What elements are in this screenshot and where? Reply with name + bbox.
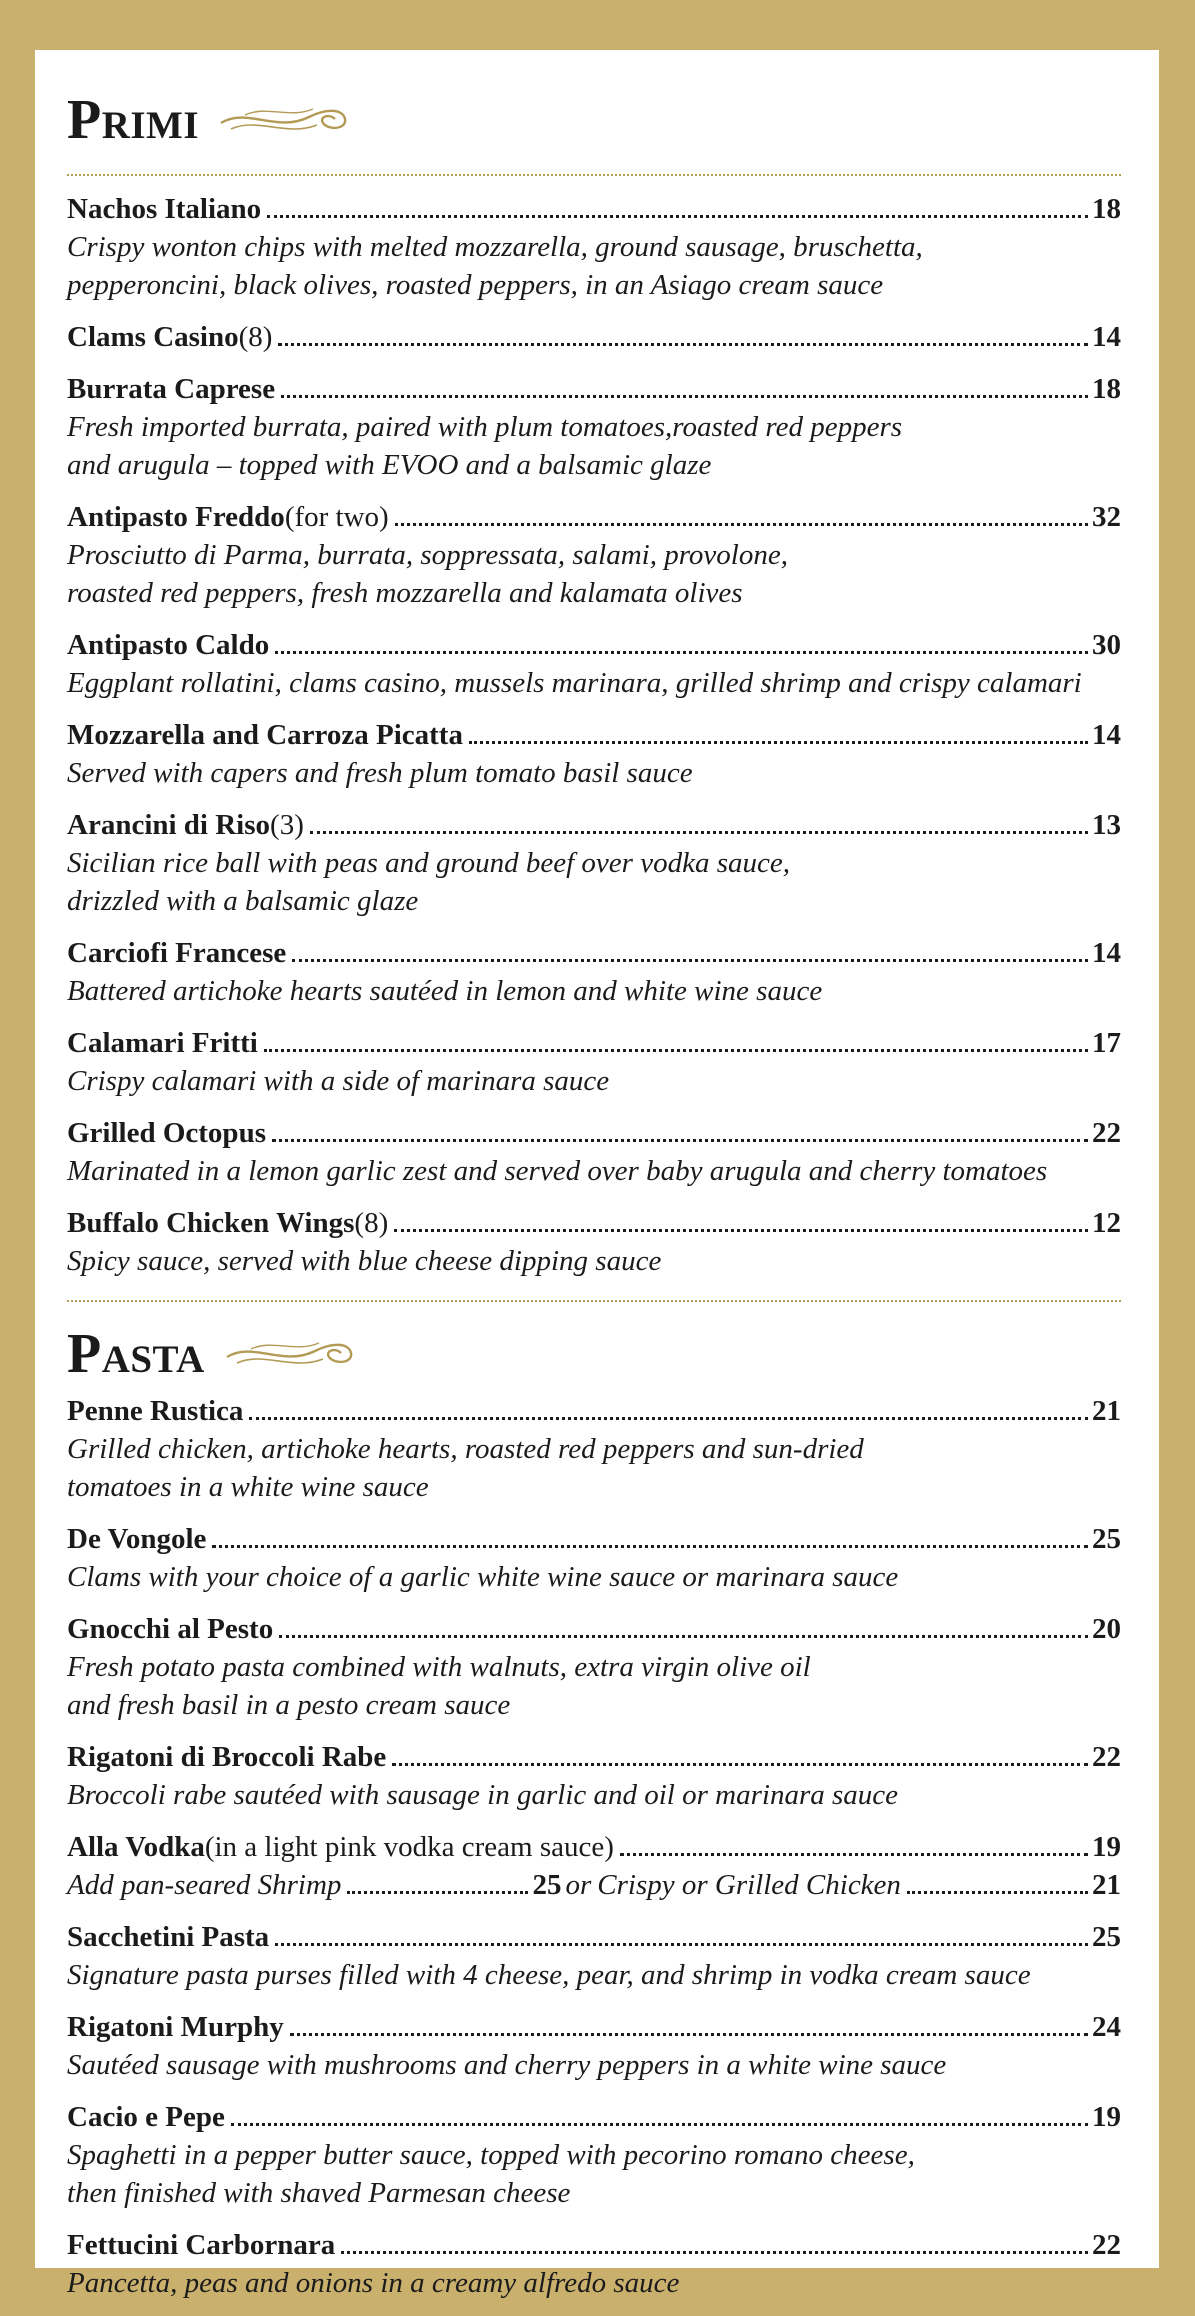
dot-leader	[469, 741, 1088, 744]
menu-item-line	[67, 1918, 1121, 1956]
flourish-icon	[217, 93, 357, 143]
menu-item-description: Spaghetti in a pepper butter sauce, topped with pecorino romano cheese, then finished with shaved Parmesan cheese	[67, 2139, 915, 2209]
menu-item-price: 13	[1092, 809, 1121, 841]
menu-item-name: Burrata Caprese	[67, 373, 276, 405]
menu-item-line	[67, 1392, 1121, 1430]
primi-list	[67, 190, 1121, 1280]
dot-leader	[292, 959, 1088, 962]
menu-item	[67, 1204, 1121, 1280]
menu-item-name: Gnocchi al Pesto	[67, 1613, 274, 1645]
menu-item-description: Prosciutto di Parma, burrata, soppressata, salami, provolone, roasted red peppers, fresh mozzarella and kalamata olives	[67, 539, 788, 609]
dot-leader	[392, 1763, 1088, 1766]
menu-item-description: Pancetta, peas and onions in a creamy alfredo sauce	[67, 2267, 680, 2299]
menu-item-description: Clams with your choice of a garlic white wine sauce or marinara sauce	[67, 1561, 899, 1593]
dot-leader	[272, 1139, 1088, 1142]
menu-item-price: 20	[1092, 1613, 1121, 1645]
menu-item	[67, 806, 1121, 920]
menu-item-line	[67, 1610, 1121, 1648]
dot-leader	[907, 1891, 1088, 1894]
menu-item-name: Rigatoni Murphy	[67, 2011, 284, 2043]
pasta-header	[67, 1316, 1121, 1392]
dot-leader	[279, 1635, 1088, 1638]
menu-item	[67, 370, 1121, 484]
menu-item	[67, 1738, 1121, 1814]
menu-item-name: Mozzarella and Carroza Picatta	[67, 719, 463, 751]
menu-item-description: Broccoli rabe sautéed with sausage in garlic and oil or marinara sauce	[67, 1779, 899, 1811]
menu-item-price: 18	[1092, 193, 1121, 225]
dot-leader	[394, 1229, 1088, 1232]
menu-item-description: Sicilian rice ball with peas and ground beef over vodka sauce, drizzled with a balsamic glaze	[67, 847, 790, 917]
section-divider	[67, 174, 1121, 176]
dot-leader	[264, 1049, 1088, 1052]
dot-leader	[212, 1545, 1088, 1548]
dot-leader	[310, 831, 1088, 834]
menu-item-name: Buffalo Chicken Wings	[67, 1207, 355, 1239]
chicken-addon-price: 21	[1092, 1869, 1121, 1901]
menu-item-price: 14	[1092, 937, 1121, 969]
vodka-addons-line	[67, 1866, 1121, 1904]
menu-item-line	[67, 1520, 1121, 1558]
menu-item	[67, 2098, 1121, 2212]
menu-item-price: 19	[1092, 1831, 1121, 1863]
menu-item-price: 21	[1092, 1395, 1121, 1427]
menu-item-description: Signature pasta purses filled with 4 cheese, pear, and shrimp in vodka cream sauce	[67, 1959, 1031, 1991]
menu-item-line	[67, 318, 1121, 356]
menu-item-price: 18	[1092, 373, 1121, 405]
dot-leader	[620, 1853, 1088, 1856]
menu-item-name: Clams Casino	[67, 321, 239, 353]
section-title-primi: Primi	[67, 89, 200, 151]
menu-item-note: (8)	[354, 1207, 389, 1239]
dot-leader	[249, 1417, 1088, 1420]
menu-item-line	[67, 2008, 1121, 2046]
menu-panel	[35, 50, 1159, 2299]
menu-content	[67, 82, 1121, 2316]
menu-item-line	[67, 934, 1121, 972]
menu-item-name: Cacio e Pepe	[67, 2101, 225, 2133]
menu-item-note: (in a light pink vodka cream sauce)	[204, 1831, 614, 1863]
dot-leader	[275, 1943, 1088, 1946]
menu-item-name: Nachos Italiano	[67, 193, 262, 225]
dot-leader	[281, 395, 1088, 398]
menu-item	[67, 1610, 1121, 1724]
menu-item-line	[67, 370, 1121, 408]
menu-item	[67, 1828, 1121, 1904]
menu-item-line	[67, 1828, 1121, 1866]
menu-item-price: 17	[1092, 1027, 1121, 1059]
dot-leader	[347, 1891, 528, 1894]
menu-item-name: Arancini di Riso	[67, 809, 271, 841]
menu-item-note: (for two)	[284, 501, 389, 533]
menu-item-line	[67, 716, 1121, 754]
menu-item-price: 22	[1092, 2229, 1121, 2261]
menu-item-price: 12	[1092, 1207, 1121, 1239]
menu-item	[67, 1918, 1121, 1994]
dot-leader	[278, 343, 1088, 346]
menu-item-price: 25	[1092, 1921, 1121, 1953]
dot-leader	[231, 2123, 1088, 2126]
menu-item-line	[67, 498, 1121, 536]
dot-leader	[275, 651, 1088, 654]
menu-item-line	[67, 1114, 1121, 1152]
menu-item	[67, 1520, 1121, 1596]
menu-item-name: Rigatoni di Broccoli Rabe	[67, 1741, 387, 1773]
menu-item	[67, 1114, 1121, 1190]
shrimp-addon-price: 25	[532, 1869, 562, 1901]
menu-item	[67, 318, 1121, 356]
menu-item-price: 30	[1092, 629, 1121, 661]
menu-item-name: Penne Rustica	[67, 1395, 244, 1427]
addon-or-text: or	[565, 1869, 592, 1901]
menu-item	[67, 190, 1121, 304]
menu-item-price: 22	[1092, 1117, 1121, 1149]
menu-item-line	[67, 1738, 1121, 1776]
shrimp-addon-label: Add pan-seared Shrimp	[67, 1869, 342, 1901]
menu-item-name: De Vongole	[67, 1523, 207, 1555]
dot-leader	[395, 523, 1088, 526]
menu-item-description: Battered artichoke hearts sautéed in lemon and white wine sauce	[67, 975, 823, 1007]
menu-item	[67, 626, 1121, 702]
menu-item-line	[67, 2098, 1121, 2136]
menu-item-description: Fresh potato pasta combined with walnuts, extra virgin olive oil and fresh basil in a pesto cream sauce	[67, 1651, 811, 1721]
menu-item-line	[67, 1024, 1121, 1062]
menu-item-name: Calamari Fritti	[67, 1027, 258, 1059]
menu-item-price: 14	[1092, 321, 1121, 353]
menu-item-price: 14	[1092, 719, 1121, 751]
menu-item-name: Fettucini Carbornara	[67, 2229, 336, 2261]
menu-item-description: Eggplant rollatini, clams casino, mussels marinara, grilled shrimp and crispy calamari	[67, 667, 1082, 699]
menu-item-price: 22	[1092, 1741, 1121, 1773]
menu-item-description: Spicy sauce, served with blue cheese dipping sauce	[67, 1245, 662, 1277]
menu-item	[67, 2008, 1121, 2084]
primi-header	[67, 82, 1121, 158]
menu-item	[67, 934, 1121, 1010]
menu-item	[67, 2226, 1121, 2302]
menu-item-line	[67, 1204, 1121, 1242]
section-title-pasta: Pasta	[67, 1323, 205, 1385]
menu-item-line	[67, 190, 1121, 228]
menu-item-description: Sautéed sausage with mushrooms and cherry peppers in a white wine sauce	[67, 2049, 947, 2081]
menu-item-line	[67, 626, 1121, 664]
menu-item-name: Alla Vodka	[67, 1831, 205, 1863]
menu-item	[67, 716, 1121, 792]
dot-leader	[267, 215, 1088, 218]
menu-item-description: Served with capers and fresh plum tomato basil sauce	[67, 757, 693, 789]
menu-item-price: 24	[1092, 2011, 1121, 2043]
flourish-icon	[223, 1327, 363, 1377]
menu-item-line	[67, 806, 1121, 844]
menu-item-name: Carciofi Francese	[67, 937, 287, 969]
section-divider	[67, 1300, 1121, 1302]
menu-item-description: Fresh imported burrata, paired with plum tomatoes,roasted red peppers and arugula – topped with EVOO and a balsamic glaze	[67, 411, 903, 481]
menu-item-price: 25	[1092, 1523, 1121, 1555]
menu-item-price: 19	[1092, 2101, 1121, 2133]
menu-item-description: Crispy wonton chips with melted mozzarella, ground sausage, bruschetta, pepperoncini, black olives, roasted peppers, in an Asiago cream sauce	[67, 231, 923, 301]
pasta-list	[67, 1392, 1121, 2302]
menu-item-name: Grilled Octopus	[67, 1117, 266, 1149]
menu-item-note: (3)	[270, 809, 304, 841]
menu-item-line	[67, 2226, 1121, 2264]
menu-item-description: Marinated in a lemon garlic zest and served over baby arugula and cherry tomatoes	[67, 1155, 1048, 1187]
menu-item	[67, 1392, 1121, 1506]
dot-leader	[341, 2251, 1088, 2254]
menu-item-price: 32	[1092, 501, 1121, 533]
menu-item-name: Antipasto Freddo	[67, 501, 285, 533]
menu-item-description: Crispy calamari with a side of marinara sauce	[67, 1065, 610, 1097]
menu-item-note: (8)	[238, 321, 273, 353]
menu-item	[67, 1024, 1121, 1100]
menu-item-name: Antipasto Caldo	[67, 629, 270, 661]
menu-item-name: Sacchetini Pasta	[67, 1921, 270, 1953]
chicken-addon-label: Crispy or Grilled Chicken	[597, 1869, 901, 1901]
menu-item	[67, 498, 1121, 612]
dot-leader	[290, 2033, 1088, 2036]
menu-item-description: Grilled chicken, artichoke hearts, roasted red peppers and sun-dried tomatoes in a white wine sauce	[67, 1433, 864, 1503]
